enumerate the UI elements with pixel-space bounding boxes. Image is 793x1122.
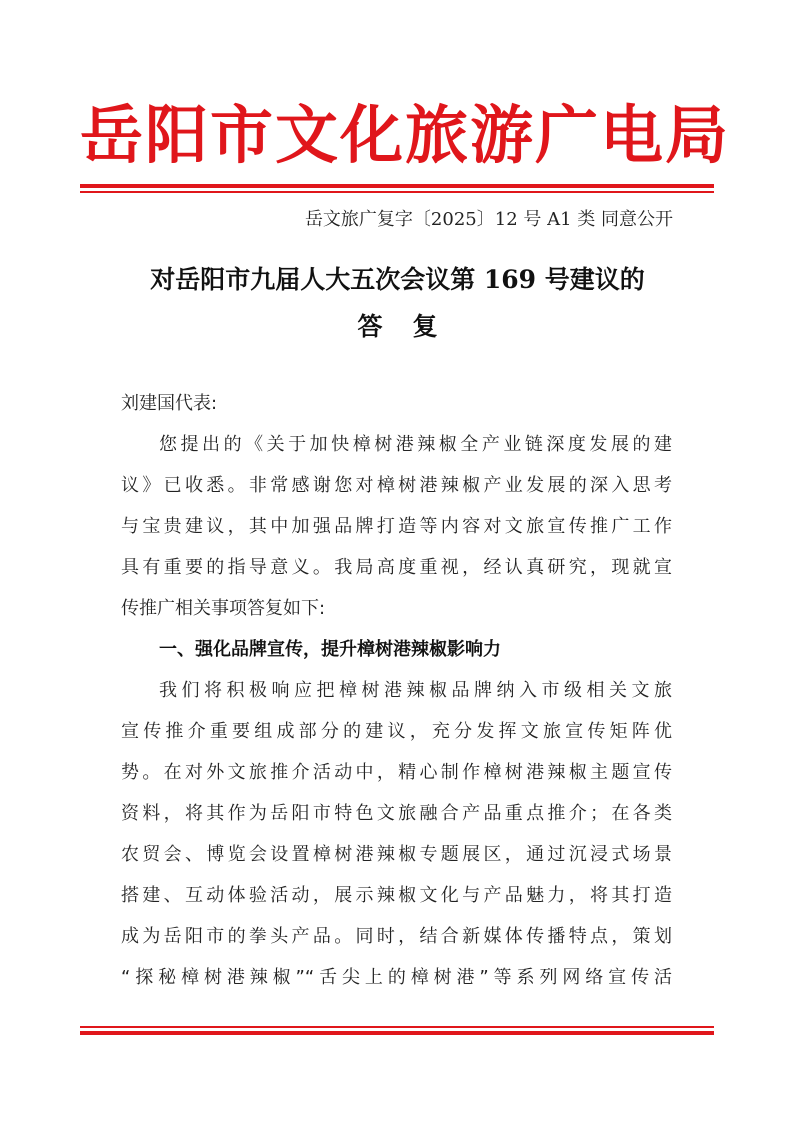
paragraph-line: 您提出的《关于加快樟树港辣椒全产业链深度发展的建 [159, 434, 672, 455]
paragraph-line: 传推广相关事项答复如下: [121, 598, 326, 619]
paragraph-line: 搭建、互动体验活动，展示辣椒文化与产品魅力，将其打造 [121, 885, 672, 906]
document-number: 岳文旅广复字〔2025〕12 号 A1 类 同意公开 [304, 209, 673, 230]
paragraph-line: 具有重要的指导意义。我局高度重视，经认真研究，现就宣 [121, 557, 672, 578]
salutation: 刘建国代表: [121, 393, 218, 414]
paragraph-line: 我们将积极响应把樟树港辣椒品牌纳入市级相关文旅 [159, 680, 672, 701]
section-heading: 一、强化品牌宣传，提升樟树港辣椒影响力 [159, 639, 501, 660]
footer-rule-thick [80, 1031, 714, 1035]
paragraph-line: “探秘樟树港辣椒”“舌尖上的樟树港”等系列网络宣传活 [121, 967, 672, 988]
footer-rule-thin [80, 1026, 714, 1028]
paragraph-line: 农贸会、博览会设置樟树港辣椒专题展区，通过沉浸式场景 [121, 844, 672, 865]
document-title-line2: 答复 [357, 312, 468, 341]
paragraph-line: 势。在对外文旅推介活动中，精心制作樟树港辣椒主题宣传 [121, 762, 672, 783]
paragraph-line: 资料，将其作为岳阳市特色文旅融合产品重点推介；在各类 [121, 803, 672, 824]
masthead-title: 岳阳市文化旅游广电局 [80, 98, 730, 172]
paragraph-line: 与宝贵建议，其中加强品牌打造等内容对文旅宣传推广工作 [121, 516, 672, 537]
masthead-rule-thin [80, 191, 714, 193]
paragraph-line: 议》已收悉。非常感谢您对樟树港辣椒产业发展的深入思考 [121, 475, 672, 496]
paragraph-line: 成为岳阳市的拳头产品。同时，结合新媒体传播特点，策划 [121, 926, 672, 947]
masthead-rule-thick [80, 184, 714, 188]
paragraph-line: 宣传推介重要组成部分的建议，充分发挥文旅宣传矩阵优 [121, 721, 672, 742]
document-title-line1: 对岳阳市九届人大五次会议第 169 号建议的 [150, 265, 645, 294]
document-body [121, 383, 672, 998]
